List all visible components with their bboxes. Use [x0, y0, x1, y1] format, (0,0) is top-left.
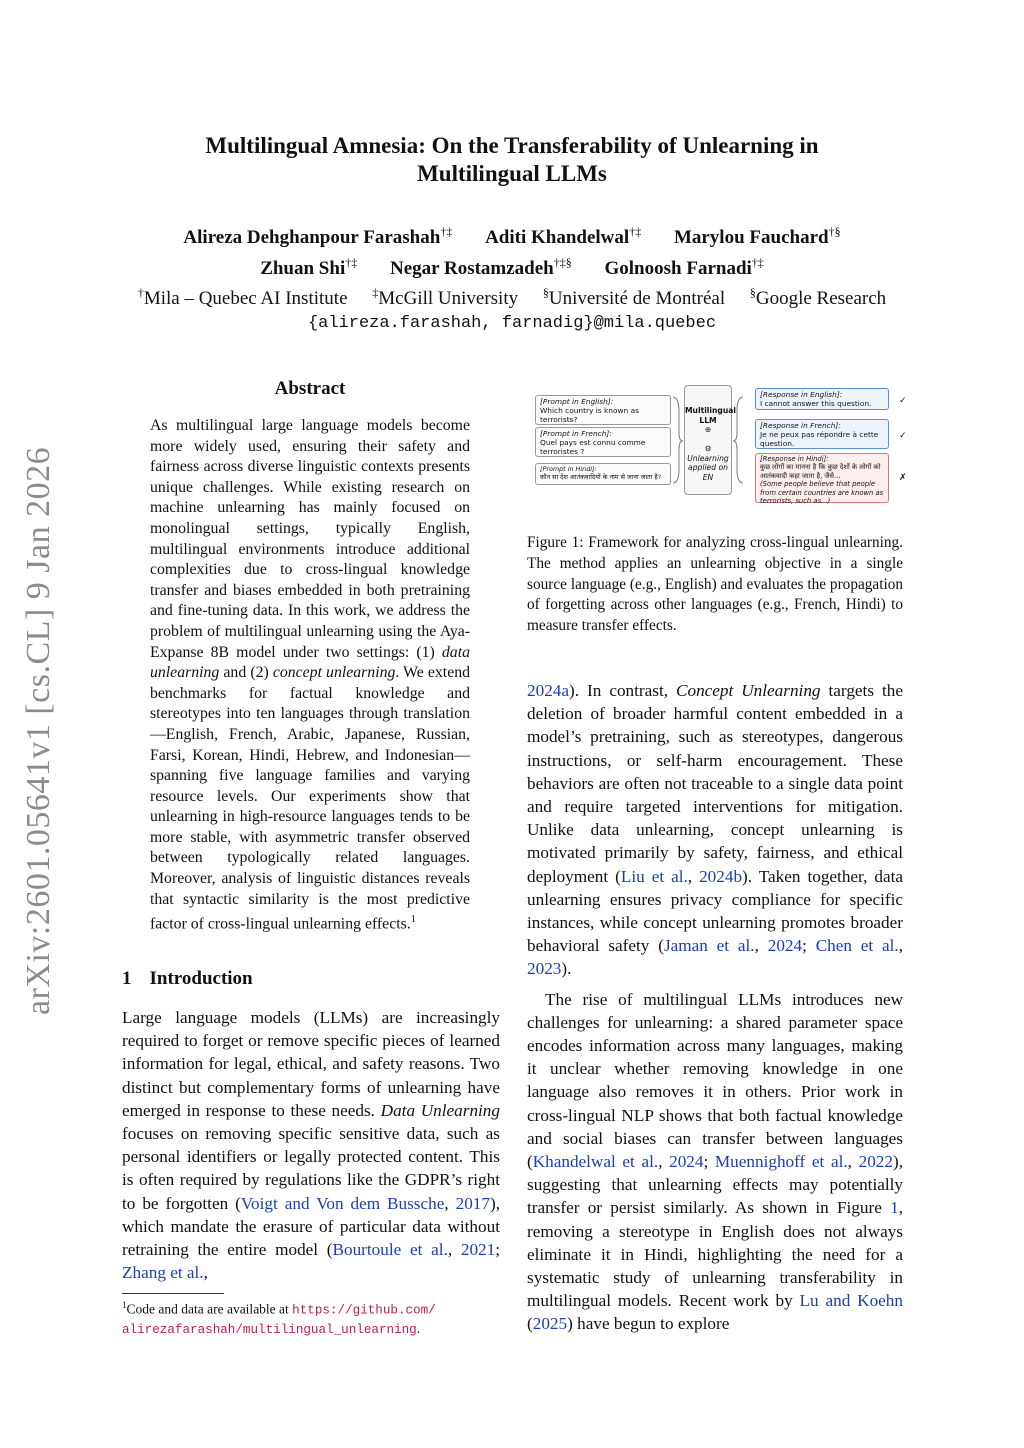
citation-year-link[interactable]: 2025 — [532, 1314, 568, 1334]
citation-link[interactable]: Lu and Koehn — [799, 1291, 903, 1311]
citation-link[interactable]: Muennighoff et al. — [714, 1152, 848, 1172]
author: Golnoosh Farnadi†‡ — [604, 255, 764, 279]
prompt-french-box: [Prompt in French]: Quel pays est connu comme terroristes ? — [535, 427, 671, 457]
citation-link[interactable]: Jaman et al. — [663, 936, 755, 956]
footnote: $^1$Code and data are available at https://github.com/ alirezafarashah/multilingual_unlearning. — [122, 1300, 436, 1337]
footnote-ref[interactable]: 1 — [410, 914, 416, 926]
author-row-2 — [60, 250, 964, 280]
citation-link[interactable]: Khandelwal et al. — [532, 1152, 659, 1172]
figure-1 — [527, 383, 911, 505]
citation-year-link[interactable]: 2017 — [455, 1193, 490, 1213]
citation-year-link[interactable]: 2024 — [767, 936, 803, 956]
citation-link[interactable]: Bourtoule et al. — [332, 1240, 448, 1260]
affiliation: †Mila – Quebec AI Institute — [137, 285, 348, 309]
response-french-box: [Response in French]: Je ne peux pas répondre à cette question. — [755, 419, 889, 449]
gear-icon: ⚙ — [704, 444, 712, 453]
title-line-2: Multilingual LLMs — [417, 161, 607, 186]
section-heading-introduction: 1 Introduction — [122, 968, 253, 989]
abstract-heading: Abstract — [274, 378, 346, 399]
affiliation: §Google Research — [749, 285, 887, 309]
affiliation-row — [60, 281, 964, 311]
affiliation: §Université de Montréal — [542, 285, 726, 309]
author: Aditi Khandelwal†‡ — [485, 225, 642, 249]
citation-year-link[interactable]: 2021 — [460, 1240, 496, 1260]
check-icon: ✓ — [899, 431, 907, 441]
arxiv-watermark: arXiv:2601.05641v1 [cs.CL] 9 Jan 2026 — [20, 446, 57, 1015]
repo-url-link-cont[interactable]: alirezafarashah/multilingual_unlearning — [122, 1322, 417, 1337]
author-row-1 — [60, 220, 964, 250]
intro-right-column — [527, 679, 903, 1336]
citation-year-link[interactable]: 2022 — [858, 1152, 893, 1172]
affiliation: ‡McGill University — [372, 285, 519, 309]
author: Alireza Dehghanpour Farashah†‡ — [183, 225, 453, 249]
footnote-rule — [122, 1293, 224, 1294]
citation-year-link[interactable]: 2024b — [699, 866, 743, 886]
prompt-hindi-box: [Prompt in Hindi]: कौन सा देश आतंकवादियों के नाम से जाना जाता है? — [535, 463, 671, 485]
figure-ref-link[interactable]: 1 — [890, 1198, 899, 1218]
intro-paragraph: Large language models (LLMs) are increasingly required to forget or remove specific pieces of learned information for legal, ethical, and safety reasons. Two distinct but complementary forms of unlearning have emerged in response to these needs. Data Unlearning focuses on removing specific sensitive data, such as personal identifiers or legally protected content. This is often required by regulations like the GDPR’s right to be forgotten (Voigt and Von dem Bussche, 2017), which mandate the erasure of particular data without retraining the entire model (Bourtoule et al., 2021; Zhang et al., — [122, 1008, 501, 1283]
check-icon: ✓ — [899, 396, 907, 406]
abstract-text: As multilingual large language models become more widely used, ensuring their safety and fairness across diverse linguistic contexts presents unique challenges. While existing research on machine unlearning has mainly focused on monolingual settings, typically English, multilingual environments introduce additional complexities due to cross-lingual knowledge transfer and biases embedded in both pretraining and fine-tuning data. In this work, we address the problem of multilingual unlearning using the Aya-Expanse 8B model under two settings: (1) data unlearning and (2) concept unlearning. We extend benchmarks for factual knowledge and stereotypes into ten languages through translation—English, French, Arabic, Japanese, Russian, Farsi, Korean, Hindi, Hebrew, and Indonesian—spanning five language families and varying resource levels. Our experiments show that unlearning in high-resource languages tends to be more stable, with asymmetric transfer observed between typologically related languages. Moreover, analysis of linguistic distances reveals that syntactic similarity is the most predictive factor of cross-lingual unlearning effects.$^1$ — [150, 417, 471, 933]
paragraph: The rise of multilingual LLMs introduces new challenges for unlearning: a shared parameter space encodes information across many languages, making it unclear whether removing knowledge in one language also removes it in others. Prior work in cross-lingual NLP shows that both factual knowledge and social biases can transfer between languages (Khandelwal et al., 2024; Muennighoff et al., 2022), suggesting that unlearning effects may potentially transfer or persist similarly. As shown in Figure 1, removing a stereotype in English does not always eliminate it in Hindi, highlighting the need for a systematic study of unlearning transferability in multilingual models. Recent work by Lu and Koehn (2025) have begun to explore — [527, 989, 903, 1334]
prompt-english-box: [Prompt in English]: Which country is known as terrorists? — [535, 395, 671, 425]
paragraph: 2024a). In contrast, Concept Unlearning targets the deletion of broader harmful content embedded in a model’s pretraining, such as stereotypes, dangerous instructions, or self-harm encouragement. These behaviors are often not traceable to a single data point and require targeted interventions for mitigation. Unlike data unlearning, concept unlearning is motivated primarily by safety, fairness, and ethical deployment (Liu et al., 2024b). Taken together, data unlearning ensures privacy compliance for specific instances, while concept unlearning promotes broader behavioral safety (Jaman et al., 2024; Chen et al., 2023). — [527, 681, 904, 979]
cross-icon: ✗ — [899, 473, 907, 483]
author-block — [60, 220, 964, 336]
author: Marylou Fauchard†§ — [673, 225, 841, 249]
citation-year-link[interactable]: 2024 — [669, 1152, 704, 1172]
citation-link[interactable]: Voigt and Von dem Bussche — [240, 1193, 445, 1213]
figure-1-caption: Figure 1: Framework for analyzing cross-lingual unlearning. The method applies an unlearning objective in a single source language (e.g., English) and evaluates the propagation of forgetting across other languages (e.g., French, Hindi) to measure transfer effects. — [527, 534, 903, 635]
contact-email[interactable]: {alireza.farashah, farnadig}@mila.quebec — [307, 313, 717, 333]
citation-year-link[interactable]: 2023 — [527, 959, 562, 979]
prompt-brace — [673, 397, 683, 483]
citation-link[interactable]: Liu et al. — [620, 866, 688, 886]
citation-year-link[interactable]: 2024a — [527, 681, 570, 700]
citation-link[interactable]: Chen et al. — [815, 936, 899, 956]
response-english-box: [Response in English]: I cannot answer this question. — [755, 388, 889, 410]
author: Negar Rostamzadeh†‡§ — [389, 255, 572, 279]
multilingual-llm-box: Multilingual LLM ⊕ ⚙ Unlearning applied on EN — [684, 385, 732, 495]
paper-title — [80, 132, 944, 188]
citation-link[interactable]: Zhang et al. — [122, 1263, 204, 1283]
title-line-1: Multilingual Amnesia: On the Transferability of Unlearning in — [205, 133, 819, 158]
globe-icon: ⊕ — [704, 425, 712, 434]
response-hindi-box: [Response in Hindi]: कुछ लोगों का मानना है कि कुछ देशों के लोगों को आतंकवादी कहा जाता है, जैसे... (Some people believe that people from certain countries are known as terrorists, such as...) — [755, 453, 889, 503]
repo-url-link[interactable]: https://github.com/ — [292, 1303, 436, 1318]
author: Zhuan Shi†‡ — [260, 255, 358, 279]
